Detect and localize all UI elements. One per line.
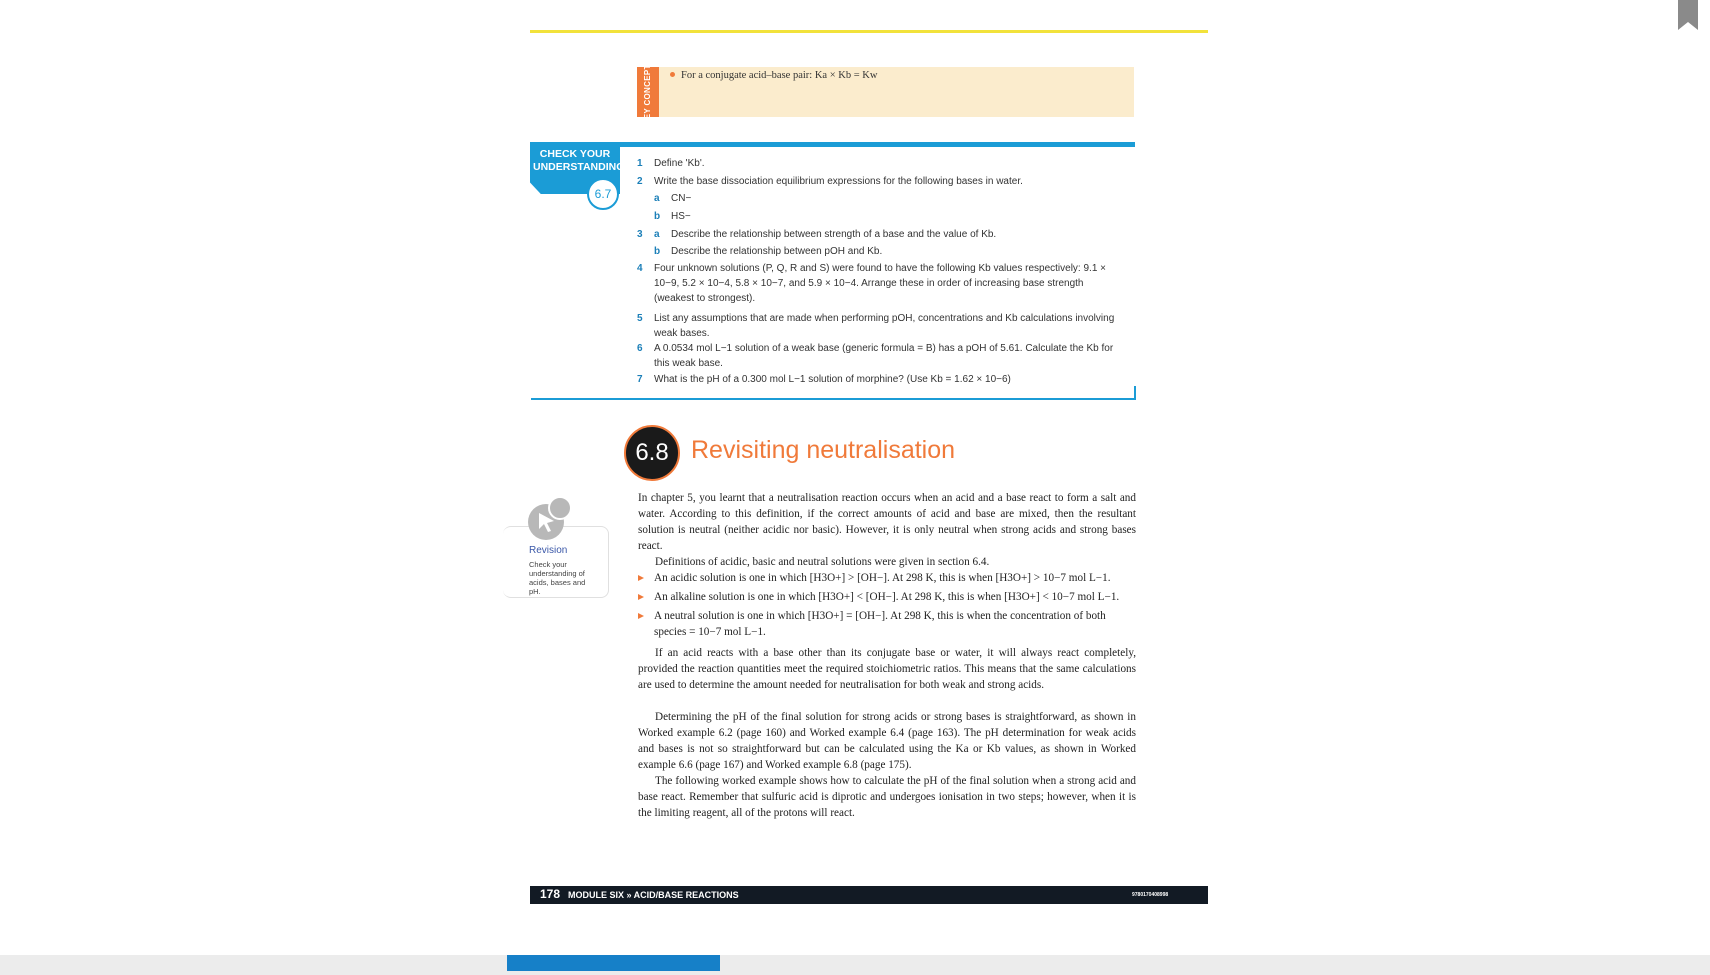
question-1: Define 'Kb'.	[654, 158, 705, 169]
section-number: 6.8	[624, 425, 680, 481]
cyu-corner-rule	[1134, 386, 1136, 400]
question-4: Four unknown solutions (P, Q, R and S) were found to have the following Kb values respectively: 9.1 × 10−9, 5.2 × 10−4, 5.8 × 10−7, and 5.9 × 10−4. Arrange these in order of increasing base strength (weakest to strongest).	[654, 263, 1107, 304]
paragraph-5: The following worked example shows how to calculate the pH of the final solution when a strong acid and base react. Remember that sulfuric acid is diprotic and undergoes ionisation in two steps; however, when it is the limiting reagent, all of the protons will react.	[638, 775, 1136, 819]
cyu-top-bar	[530, 142, 1135, 147]
module-title: MODULE SIX » ACID/BASE REACTIONS	[568, 890, 739, 900]
question-5: List any assumptions that are made when performing pOH, concentrations and Kb calculations involving weak bases.	[654, 313, 1115, 339]
question-7: What is the pH of a 0.300 mol L−1 solution of morphine? (Use Kb = 1.62 × 10−6)	[654, 374, 1011, 385]
bookmark-icon[interactable]	[1678, 0, 1698, 30]
revision-text: Check your understanding of acids, bases and pH.	[529, 560, 586, 596]
bullet-alkaline: An alkaline solution is one in which [H3O+] < [OH−]. At 298 K, this is when [H3O+] < 10−7 mol L−1.	[654, 591, 1120, 603]
triangle-bullet-icon	[638, 575, 644, 581]
bullet-acidic: An acidic solution is one in which [H3O+] > [OH−]. At 298 K, this is when [H3O+] > 10−7 mol L−1.	[654, 572, 1111, 584]
triangle-bullet-icon	[638, 594, 644, 600]
top-yellow-rule	[530, 30, 1208, 33]
bullet-icon	[670, 72, 675, 77]
paragraph-3: If an acid reacts with a base other than its conjugate base or water, it will always react completely, provided the reaction quantities meet the required stoichiometric ratios. This means that the same calculations are used to determine the amount needed for neutralisation for both weak and strong acids.	[638, 647, 1136, 691]
page-number: 178	[540, 887, 561, 901]
cyu-number: 6.7	[587, 178, 619, 210]
key-concepts-tab: KEY CONCEPTS	[637, 67, 659, 117]
horizontal-scrollbar[interactable]	[0, 955, 1710, 975]
question-2b: HS−	[671, 211, 691, 222]
revision-title[interactable]: Revision	[529, 545, 568, 556]
scrollbar-thumb[interactable]	[507, 955, 720, 971]
link-icon	[548, 496, 572, 520]
cyu-label: CHECK YOUR UNDERSTANDING	[533, 148, 625, 173]
triangle-bullet-icon	[638, 613, 644, 619]
question-2: Write the base dissociation equilibrium expressions for the following bases in water.	[654, 176, 1023, 187]
key-concept-item: For a conjugate acid–base pair: Ka × Kb = Kw	[681, 70, 878, 81]
isbn: 9780170408998	[1132, 892, 1169, 898]
question-2a: CN−	[671, 193, 692, 204]
question-3a: Describe the relationship between strength of a base and the value of Kb.	[671, 229, 997, 240]
paragraph-4: Determining the pH of the final solution for strong acids or strong bases is straightforward, as shown in Worked example 6.2 (page 160) and Worked example 6.4 (page 163). The pH determination for weak acids and bases is not so straightforward but can be calculated using the Ka or Kb values, as shown in Worked example 6.6 (page 167) and Worked example 6.8 (page 175).	[638, 711, 1136, 771]
section-title: Revisiting neutralisation	[691, 436, 956, 464]
question-6: A 0.0534 mol L−1 solution of a weak base (generic formula = B) has a pOH of 5.61. Calculate the Kb for this weak base.	[654, 343, 1114, 369]
paragraph-2: Definitions of acidic, basic and neutral solutions were given in section 6.4.	[655, 556, 990, 568]
bullet-neutral: A neutral solution is one in which [H3O+] = [OH−]. At 298 K, this is when the concentration of both species = 10−7 mol L−1.	[654, 610, 1106, 638]
paragraph-1: In chapter 5, you learnt that a neutralisation reaction occurs when an acid and a base react to form a salt and water. According to this definition, if the correct amounts of acid and base are mixed, then the resultant solution is neutral (neither acidic nor basic). However, it is only neutral when strong acids and strong bases react.	[638, 492, 1136, 552]
question-3b: Describe the relationship between pOH and Kb.	[671, 246, 883, 257]
cyu-bottom-rule	[531, 398, 1136, 400]
